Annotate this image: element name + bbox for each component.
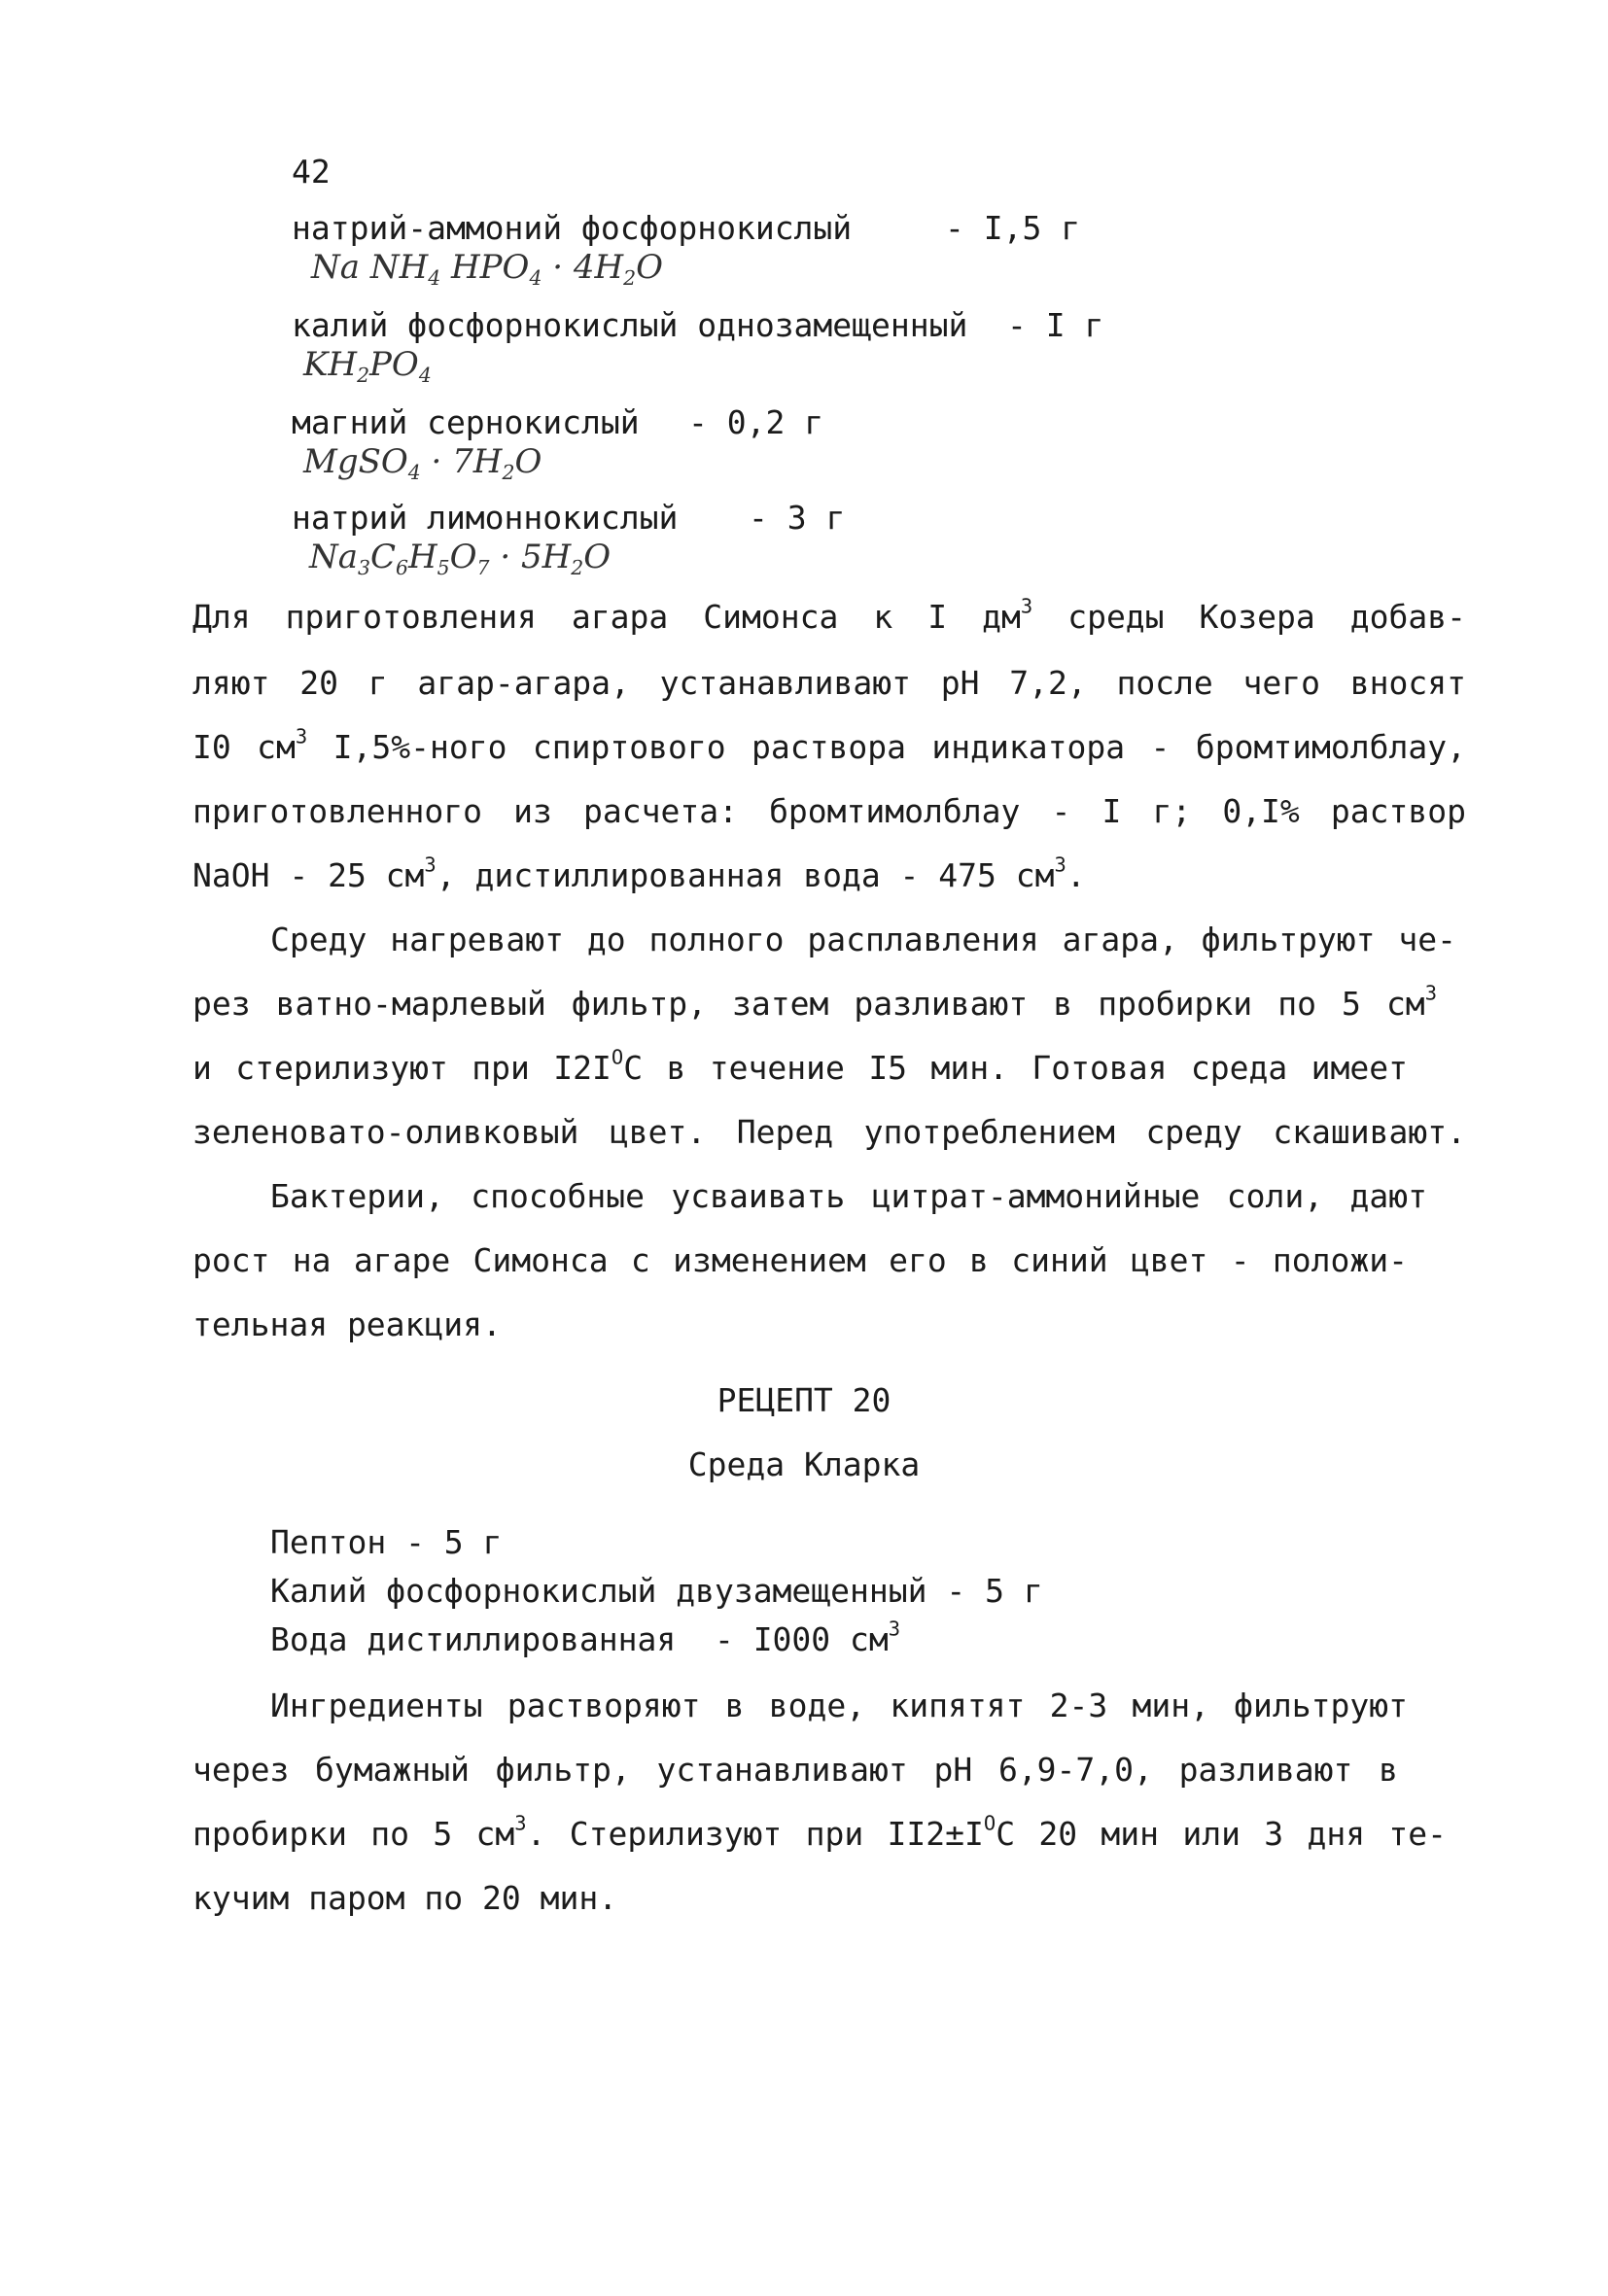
paragraph-line: рез ватно-марлевый фильтр, затем разливают в пробирки по 5 $см^3$ [192, 981, 1437, 1023]
ingredient-line: Пептон - 5 г [270, 1523, 503, 1561]
ingredient-amount: - I,5 г [945, 209, 1081, 247]
recipe-heading: РЕЦЕПТ 20 [717, 1381, 891, 1419]
paragraph-line: зеленовато-оливковый цвет. Перед употреблением среду скашивают. [192, 1113, 1466, 1151]
paragraph-line: приготовленного из расчета: бромтимолблау - I г; 0,I% раствор [192, 792, 1466, 830]
paragraph-line: Бактерии, способные усваивать цитрат-аммонийные соли, дают [270, 1177, 1427, 1215]
handwritten-formula: $Na_3C_6H_5O_7 \cdot 5H_2O$ [309, 538, 612, 580]
paragraph-line: через бумажный фильтр, устанавливают pH 6,9-7,0, разливают в [192, 1751, 1398, 1789]
paragraph-line: Среду нагревают до полного расплавления агара, фильтруют че- [270, 921, 1456, 958]
recipe-subheading: Среда Кларка [687, 1445, 921, 1483]
ingredient-name: калий фосфорнокислый однозамещенный [292, 306, 968, 344]
ingredient-line: Калий фосфорнокислый двузамещенный - 5 г [270, 1572, 1043, 1610]
ingredient-name: натрий-аммоний фосфорнокислый [292, 209, 853, 247]
ingredient-amount: - 0,2 г [688, 403, 824, 441]
paragraph-line: рост на агаре Симонса с изменением его в синий цвет - положи- [192, 1241, 1408, 1279]
paragraph-line: кучим паром по 20 мин. [192, 1879, 618, 1917]
handwritten-formula: $KH_2PO_4$ [303, 345, 432, 388]
ingredient-line: Вода дистиллированная - I000 $см^3$ [270, 1617, 901, 1658]
ingredient-amount: - I г [1007, 306, 1104, 344]
ingredient-name: натрий лимоннокислый [292, 499, 679, 537]
paragraph-line: I0 $см^3$ I,5%-ного спиртового раствора индикатора - бромтимолблау, [192, 724, 1467, 766]
paragraph-line: тельная реакция. [192, 1305, 502, 1343]
paragraph-line: и стерилизуют при $I2I^ОС$ в течение I5 мин. Готовая среда имеет [192, 1045, 1408, 1087]
paragraph-line: Для приготовления агара Симонса к I $дм^3$ среды Козера добав- [192, 594, 1466, 636]
page-number: 42 [292, 153, 331, 191]
paragraph-line: Ингредиенты растворяют в воде, кипятят 2-3 мин, фильтруют [270, 1687, 1408, 1724]
ingredient-name: магний сернокислый [292, 403, 640, 441]
paragraph-line: ляют 20 г агар-агара, устанавливают pH 7,2, после чего вносят [192, 664, 1466, 702]
handwritten-formula: MgSO$_4$ · $7H_2O$ [303, 442, 542, 485]
ingredient-amount: - 3 г [749, 499, 846, 537]
handwritten-formula: Na $NH_4$ $HPO_4 \cdot 4H_2O$ [311, 248, 663, 291]
paragraph-line: NaOH - 25 $см^3$, дистиллированная вода - 475 $см^3$. [192, 852, 1086, 894]
paragraph-line: пробирки по 5 $см^3$. Стерилизуют при $II2\pm I^ОС$ 20 мин или 3 дня те- [192, 1811, 1447, 1853]
